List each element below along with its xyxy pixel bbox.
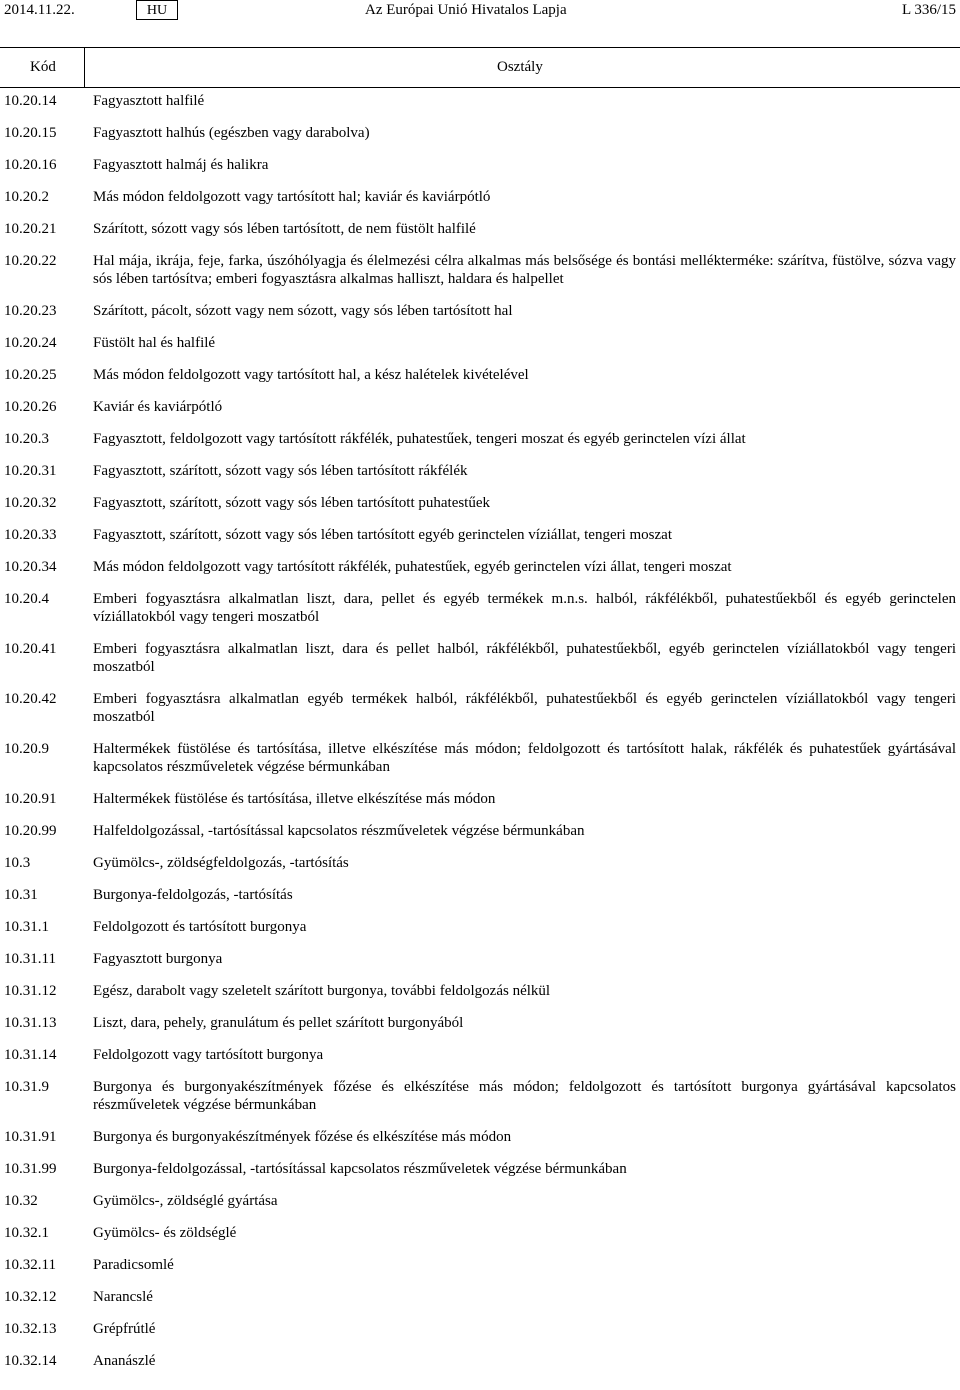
row-code: 10.20.16 [4, 157, 57, 173]
table-row [0, 124, 960, 142]
table-row [0, 1320, 960, 1338]
table-row [0, 92, 960, 110]
row-description: Hal mája, ikrája, feje, farka, úszóhólyagja és élelmezési célra alkalmas más belsősége és bontási mellékterméke: szárítva, füstölve, sózva vagy sós lében tartósítva; emberi fogyasztásra alkalmas halliszt, haldara és halpellet [93, 253, 956, 287]
row-code: 10.20.9 [4, 741, 49, 757]
table-row [0, 1192, 960, 1210]
row-code: 10.32 [4, 1193, 38, 1209]
table-row [0, 740, 960, 776]
row-code: 10.20.26 [4, 399, 57, 415]
row-code: 10.20.23 [4, 303, 57, 319]
row-description: Szárított, pácolt, sózott vagy nem sózott, vagy sós lében tartósított hal [93, 303, 513, 319]
row-code: 10.31.13 [4, 1015, 57, 1031]
table-row [0, 1014, 960, 1032]
row-code: 10.31.99 [4, 1161, 57, 1177]
row-description: Ananászlé [93, 1353, 156, 1369]
row-code: 10.20.3 [4, 431, 49, 447]
table-row [0, 918, 960, 936]
row-description: Gyümölcs- és zöldséglé [93, 1225, 237, 1241]
row-code: 10.20.31 [4, 463, 57, 479]
row-description: Liszt, dara, pehely, granulátum és pellet szárított burgonyából [93, 1015, 464, 1031]
row-description: Narancslé [93, 1289, 153, 1305]
row-description: Burgonya-feldolgozással, -tartósítással kapcsolatos részműveletek végzése bérmunkában [93, 1161, 627, 1177]
table-row [0, 1078, 960, 1114]
table-row [0, 790, 960, 808]
table-row [0, 398, 960, 416]
row-code: 10.31.91 [4, 1129, 57, 1145]
row-code: 10.31.1 [4, 919, 49, 935]
table-row [0, 886, 960, 904]
row-description: Fagyasztott, szárított, sózott vagy sós lében tartósított puhatestűek [93, 495, 491, 511]
table-row [0, 982, 960, 1000]
row-description: Fagyasztott halhús (egészben vagy darabolva) [93, 125, 370, 141]
row-description: Fagyasztott, szárított, sózott vagy sós lében tartósított rákfélék [93, 463, 468, 479]
row-description: Más módon feldolgozott vagy tartósított rákfélék, puhatestűek, egyéb gerinctelen vízi állat, tengeri moszat [93, 559, 732, 575]
row-code: 10.32.1 [4, 1225, 49, 1241]
row-description: Burgonya-feldolgozás, -tartósítás [93, 887, 293, 903]
column-divider [84, 48, 85, 87]
publication-date: 2014.11.22. [4, 2, 75, 18]
journal-title: Az Európai Unió Hivatalos Lapja [365, 2, 567, 18]
table-body [0, 92, 960, 1370]
table-row [0, 822, 960, 840]
row-description: Feldolgozott vagy tartósított burgonya [93, 1047, 324, 1063]
table-row [0, 334, 960, 352]
table-row [0, 1046, 960, 1064]
row-code: 10.20.2 [4, 189, 49, 205]
row-description: Grépfrútlé [93, 1321, 156, 1337]
table-row [0, 640, 960, 676]
row-description: Burgonya és burgonyakészítmények főzése és elkészítése más módon [93, 1129, 512, 1145]
row-description: Kaviár és kaviárpótló [93, 399, 223, 415]
row-description: Emberi fogyasztásra alkalmatlan liszt, dara, pellet és egyéb termékek m.n.s. halból, rákfélékből, puhatestűekből és egyéb gerinctelen víziállatokból vagy tengeri moszatból [93, 591, 956, 625]
row-code: 10.32.14 [4, 1353, 57, 1369]
table-row [0, 558, 960, 576]
row-code: 10.20.99 [4, 823, 57, 839]
row-code: 10.31.14 [4, 1047, 57, 1063]
column-header-class: Osztály [497, 59, 543, 75]
row-description: Burgonya és burgonyakészítmények főzése és elkészítése más módon; feldolgozott és tartósított burgonya gyártásával kapcsolatos részműveletek végzése bérmunkában [93, 1079, 956, 1113]
row-code: 10.20.25 [4, 367, 57, 383]
row-code: 10.20.14 [4, 93, 57, 109]
row-description: Fagyasztott halmáj és halikra [93, 157, 269, 173]
table-row [0, 302, 960, 320]
row-description: Más módon feldolgozott vagy tartósított hal, a kész halételek kivételével [93, 367, 529, 383]
row-description: Más módon feldolgozott vagy tartósított hal; kaviár és kaviárpótló [93, 189, 491, 205]
row-description: Egész, darabolt vagy szeletelt szárított burgonya, további feldolgozás nélkül [93, 983, 551, 999]
page-reference: L 336/15 [901, 2, 956, 18]
row-code: 10.20.34 [4, 559, 57, 575]
table-header [0, 47, 960, 88]
row-code: 10.3 [4, 855, 31, 871]
row-code: 10.32.13 [4, 1321, 57, 1337]
table-row [0, 1288, 960, 1306]
row-description: Fagyasztott burgonya [93, 951, 223, 967]
row-code: 10.20.15 [4, 125, 57, 141]
row-code: 10.20.33 [4, 527, 57, 543]
row-code: 10.31 [4, 887, 38, 903]
row-description: Füstölt hal és halfilé [93, 335, 216, 351]
row-code: 10.20.91 [4, 791, 57, 807]
table-row [0, 950, 960, 968]
row-description: Emberi fogyasztásra alkalmatlan egyéb termékek halból, rákfélékből, puhatestűekből és egyéb gerinctelen víziállatokból vagy tengeri moszatból [93, 691, 956, 725]
table-row [0, 1256, 960, 1274]
row-description: Paradicsomlé [93, 1257, 174, 1273]
row-description: Fagyasztott, feldolgozott vagy tartósított rákfélék, puhatestűek, tengeri moszat és egyéb gerinctelen vízi állat [93, 431, 746, 447]
table-row [0, 494, 960, 512]
row-code: 10.20.24 [4, 335, 57, 351]
row-code: 10.20.21 [4, 221, 57, 237]
row-description: Feldolgozott és tartósított burgonya [93, 919, 307, 935]
table-row [0, 1160, 960, 1178]
row-code: 10.31.9 [4, 1079, 49, 1095]
row-description: Haltermékek füstölése és tartósítása, illetve elkészítése más módon [93, 791, 496, 807]
row-code: 10.32.11 [4, 1257, 56, 1273]
row-description: Emberi fogyasztásra alkalmatlan liszt, dara és pellet halból, rákfélékből, puhatestűekből, egyéb gerinctelen víziállatokból vagy tengeri moszatból [93, 641, 956, 675]
row-code: 10.20.4 [4, 591, 49, 607]
table-row [0, 156, 960, 174]
table-row [0, 590, 960, 626]
table-row [0, 220, 960, 238]
classification-table [0, 47, 960, 1384]
row-code: 10.31.11 [4, 951, 56, 967]
table-row [0, 430, 960, 448]
row-description: Szárított, sózott vagy sós lében tartósított, de nem füstölt halfilé [93, 221, 476, 237]
row-code: 10.20.42 [4, 691, 57, 707]
table-row [0, 690, 960, 726]
row-description: Fagyasztott halfilé [93, 93, 205, 109]
row-description: Halfeldolgozással, -tartósítással kapcsolatos részműveletek végzése bérmunkában [93, 823, 585, 839]
table-row [0, 462, 960, 480]
table-row [0, 1352, 960, 1370]
table-row [0, 1224, 960, 1242]
table-row [0, 252, 960, 288]
table-row [0, 188, 960, 206]
row-description: Gyümölcs-, zöldségfeldolgozás, -tartósítás [93, 855, 349, 871]
row-description: Haltermékek füstölése és tartósítása, illetve elkészítése más módon; feldolgozott és tartósított halak, rákfélék és puhatestűek gyártásával kapcsolatos részműveletek végzése bérmunkában [93, 741, 956, 775]
row-description: Gyümölcs-, zöldséglé gyártása [93, 1193, 278, 1209]
row-code: 10.20.22 [4, 253, 57, 269]
table-row [0, 1128, 960, 1146]
column-header-code: Kód [30, 59, 56, 75]
row-description: Fagyasztott, szárított, sózott vagy sós lében tartósított egyéb gerinctelen víziállat, tengeri moszat [93, 527, 673, 543]
row-code: 10.31.12 [4, 983, 57, 999]
table-row [0, 854, 960, 872]
row-code: 10.20.32 [4, 495, 57, 511]
table-row [0, 366, 960, 384]
row-code: 10.20.41 [4, 641, 57, 657]
language-badge: HU [136, 0, 178, 20]
table-row [0, 526, 960, 544]
row-code: 10.32.12 [4, 1289, 57, 1305]
page-header [0, 0, 960, 24]
